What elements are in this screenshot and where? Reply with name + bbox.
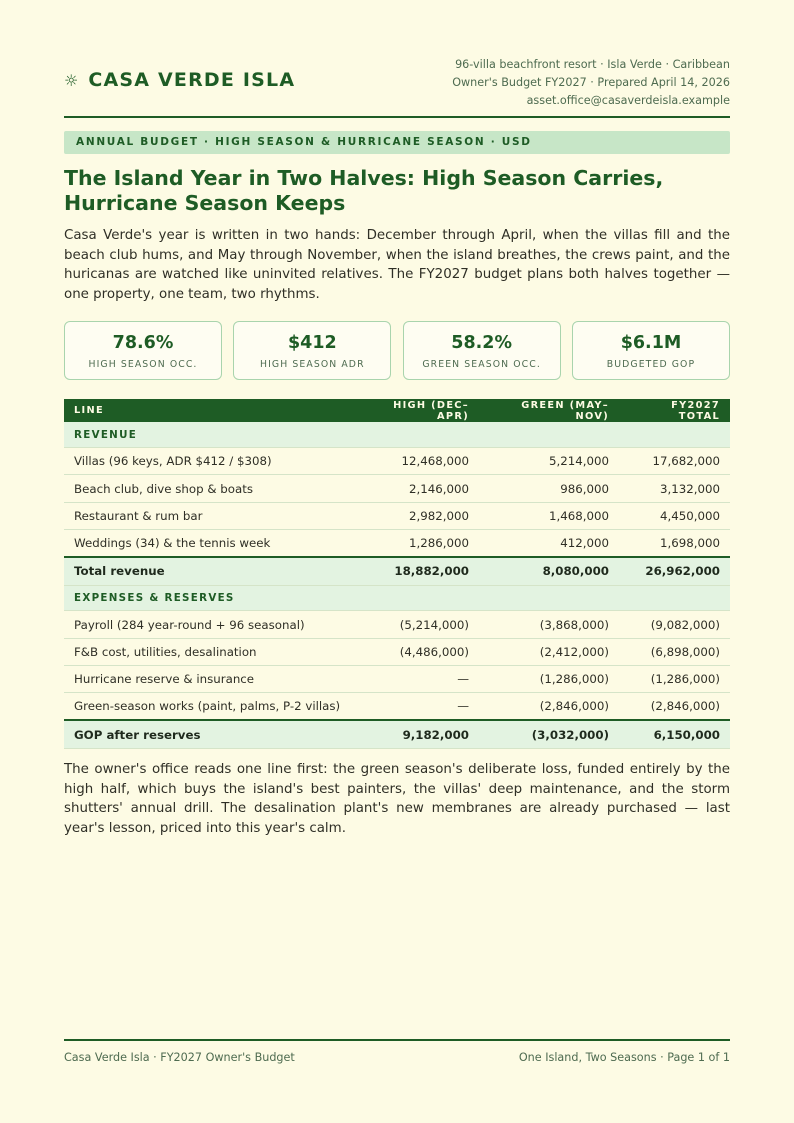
budget-page	[64, 0, 730, 1123]
footer-right: One Island, Two Seasons · Page 1 of 1	[518, 1051, 730, 1064]
table-header-row	[64, 399, 730, 422]
footer-left: Casa Verde Isla · FY2027 Owner's Budget	[64, 1051, 295, 1064]
cell-high: —	[354, 666, 479, 693]
cell-total: 3,132,000	[619, 475, 730, 502]
cell-high: 1,286,000	[354, 529, 479, 556]
kpi-row	[64, 321, 730, 380]
section-label: REVENUE	[64, 422, 730, 448]
cell-total: 1,698,000	[619, 529, 730, 556]
kpi-card-gop	[572, 321, 730, 380]
table-row	[64, 693, 730, 720]
row-label: F&B cost, utilities, desalination	[64, 638, 354, 665]
cell-total: (2,846,000)	[619, 693, 730, 720]
table-row	[64, 529, 730, 556]
table-row	[64, 502, 730, 529]
table-row	[64, 475, 730, 502]
intro-paragraph: Casa Verde's year is written in two hands: December through April, when the villas fill and the beach club hums, and May through November, when the island breathes, the crews paint, and the huricanas are watched like uninvited relatives. The FY2027 budget plans both halves together — one property, one team, two rhythms.	[64, 228, 730, 302]
gop-total-row	[64, 720, 730, 749]
section-row-revenue	[64, 422, 730, 448]
table-row	[64, 611, 730, 638]
section-row-expenses	[64, 585, 730, 611]
cell-green: (1,286,000)	[479, 666, 619, 693]
total-revenue-row	[64, 557, 730, 586]
column-header-total: FY2027 TOTAL	[619, 399, 730, 422]
closing-paragraph: The owner's office reads one line first: the green season's deliberate loss, funded entirely by the high half, which buys the island's best painters, the villas' deep maintenance, and the storm shutters' annual drill. The desalination plant's new membranes are already purchased — last year's lesson, priced into this year's calm.	[64, 762, 730, 836]
cell-high: 2,982,000	[354, 502, 479, 529]
column-header-high: HIGH (DEC–APR)	[354, 399, 479, 422]
table-row	[64, 666, 730, 693]
cell-green: (3,868,000)	[479, 611, 619, 638]
kpi-value: 58.2%	[451, 333, 513, 353]
section-label: EXPENSES & RESERVES	[64, 585, 730, 611]
meta-email[interactable]: asset.office@casaverdeisla.example	[526, 94, 730, 107]
kpi-value: $412	[287, 333, 337, 353]
cell-green: (2,412,000)	[479, 638, 619, 665]
cell-total: (6,898,000)	[619, 638, 730, 665]
table-row	[64, 448, 730, 475]
cell-total: (1,286,000)	[619, 666, 730, 693]
page-header	[64, 56, 730, 118]
kpi-label: HIGH SEASON OCC.	[88, 359, 198, 370]
kpi-label: GREEN SEASON OCC.	[422, 359, 541, 370]
table-row	[64, 638, 730, 665]
cell-green: 1,468,000	[479, 502, 619, 529]
cell-total: 4,450,000	[619, 502, 730, 529]
row-label: Total revenue	[64, 557, 354, 586]
row-label: Hurricane reserve & insurance	[64, 666, 354, 693]
cell-total: 26,962,000	[619, 557, 730, 586]
kpi-card-high-occ	[64, 321, 222, 380]
kpi-label: HIGH SEASON ADR	[260, 359, 365, 370]
kpi-value: $6.1M	[620, 333, 682, 353]
cell-total: 6,150,000	[619, 720, 730, 749]
meta-budget-date: Owner's Budget FY2027 · Prepared April 14, 2026	[452, 76, 730, 89]
cell-high: 18,882,000	[354, 557, 479, 586]
cell-green: 412,000	[479, 529, 619, 556]
kpi-card-high-adr	[233, 321, 391, 380]
page-title: The Island Year in Two Halves: High Season Carries, Hurricane Season Keeps	[64, 166, 664, 215]
budget-table	[64, 399, 730, 749]
row-label: Payroll (284 year-round + 96 seasonal)	[64, 611, 354, 638]
cell-high: (5,214,000)	[354, 611, 479, 638]
cell-green: (3,032,000)	[479, 720, 619, 749]
column-header-line: LINE	[64, 399, 354, 422]
cell-green: 986,000	[479, 475, 619, 502]
column-header-green: GREEN (MAY–NOV)	[479, 399, 619, 422]
cell-total: (9,082,000)	[619, 611, 730, 638]
sun-icon: ☼	[64, 70, 79, 90]
page-footer	[64, 1039, 730, 1064]
cell-high: 12,468,000	[354, 448, 479, 475]
row-label: Villas (96 keys, ADR $412 / $308)	[64, 448, 354, 475]
cell-total: 17,682,000	[619, 448, 730, 475]
row-label: Green-season works (paint, palms, P-2 villas)	[64, 693, 354, 720]
cell-green: (2,846,000)	[479, 693, 619, 720]
header-meta	[452, 56, 730, 110]
row-label: Weddings (34) & the tennis week	[64, 529, 354, 556]
cell-high: —	[354, 693, 479, 720]
meta-resort: 96-villa beachfront resort · Isla Verde · Caribbean	[455, 58, 730, 71]
cell-high: 2,146,000	[354, 475, 479, 502]
kpi-value: 78.6%	[112, 333, 174, 353]
kpi-label: BUDGETED GOP	[606, 359, 696, 370]
kpi-card-green-occ	[403, 321, 561, 380]
brand-name: CASA VERDE ISLA	[88, 69, 296, 91]
brand	[64, 69, 295, 91]
row-label: Beach club, dive shop & boats	[64, 475, 354, 502]
row-label: GOP after reserves	[64, 720, 354, 749]
cell-high: 9,182,000	[354, 720, 479, 749]
section-banner: ANNUAL BUDGET · HIGH SEASON & HURRICANE SEASON · USD	[64, 131, 730, 154]
cell-green: 5,214,000	[479, 448, 619, 475]
cell-high: (4,486,000)	[354, 638, 479, 665]
cell-green: 8,080,000	[479, 557, 619, 586]
row-label: Restaurant & rum bar	[64, 502, 354, 529]
